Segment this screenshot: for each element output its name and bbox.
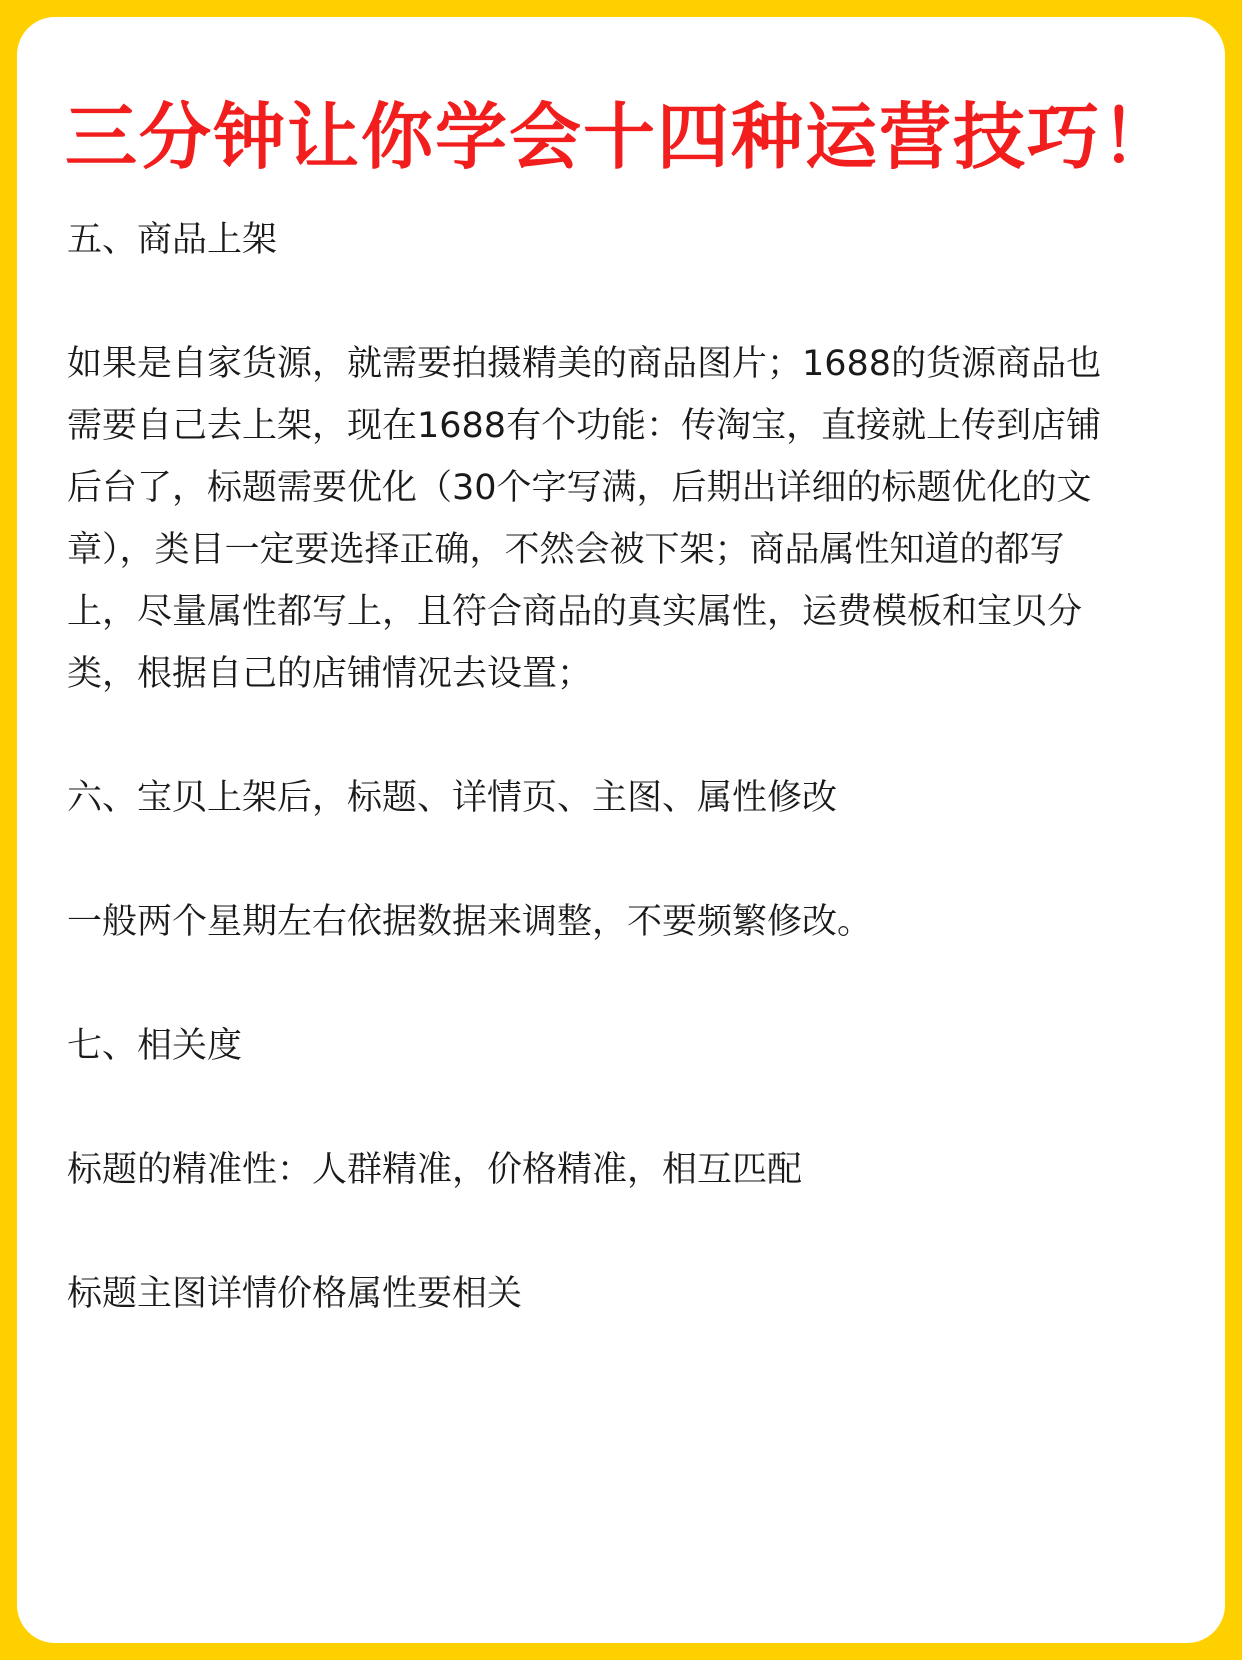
section-heading: 五、商品上架 (67, 220, 278, 260)
content-card (17, 17, 1225, 1643)
paragraph-line: 标题的精准性：人群精准，价格精准，相互匹配 (67, 1150, 803, 1190)
paragraph-line: 一般两个星期左右依据数据来调整，不要频繁修改。 (67, 902, 873, 942)
paragraph-line: 类，根据自己的店铺情况去设置； (67, 654, 593, 694)
paragraph-line: 章），类目一定要选择正确，不然会被下架；商品属性知道的都写 (67, 530, 1065, 570)
paragraph-line (67, 1201, 1197, 1263)
section-heading: 七、相关度 (67, 1026, 243, 1066)
paragraph-line: 标题主图详情价格属性要相关 (67, 1274, 523, 1314)
page-title: 三分钟让你学会十四种运营技巧！ (65, 95, 1176, 179)
paragraph-line: 如果是自家货源，就需要拍摄精美的商品图片；1688的货源商品也 (67, 344, 1102, 384)
paragraph-line: 上，尽量属性都写上，且符合商品的真实属性，运费模板和宝贝分 (67, 592, 1083, 632)
article-body (67, 209, 1197, 1325)
paragraph-line: 需要自己去上架，现在1688有个功能：传淘宝，直接就上传到店铺 (67, 406, 1102, 446)
spacer (67, 953, 1197, 1015)
spacer (67, 705, 1197, 767)
paragraph-line: 后台了，标题需要优化（30个字写满，后期出详细的标题优化的文 (67, 468, 1092, 508)
spacer (67, 829, 1197, 891)
spacer (67, 271, 1197, 333)
spacer (67, 1077, 1197, 1139)
section-heading: 六、宝贝上架后，标题、详情页、主图、属性修改 (67, 778, 838, 818)
